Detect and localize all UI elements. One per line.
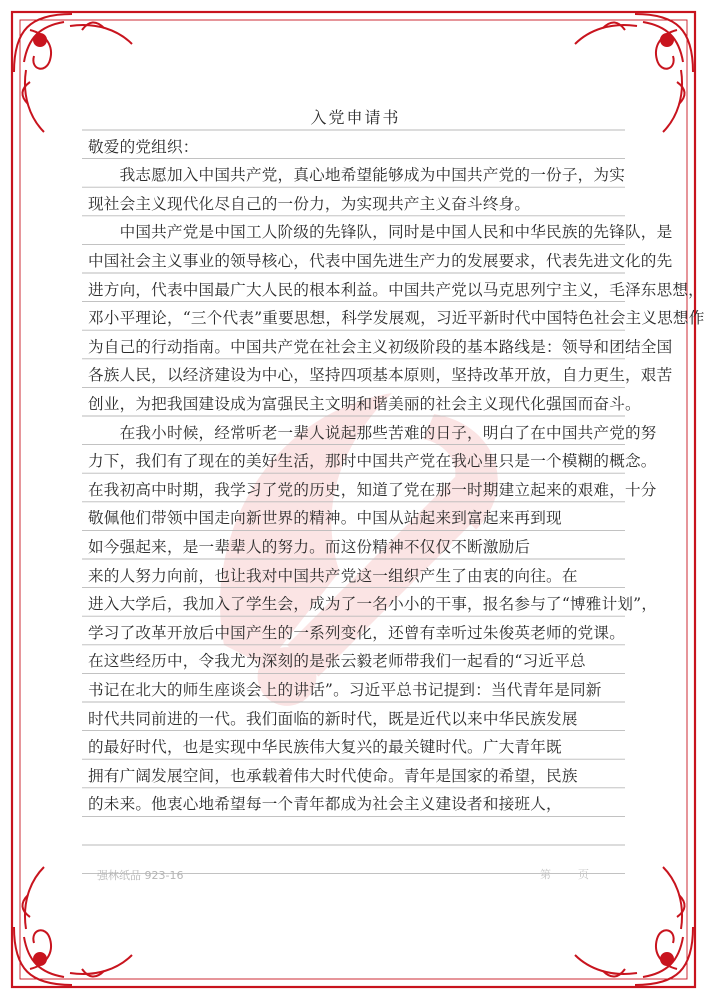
handwritten-line: 时代共同前进的一代。我们面临的新时代，既是近代以来中华民族发展 bbox=[88, 709, 578, 728]
handwritten-line: 我志愿加入中国共产党，真心地希望能够成为中国共产党的一份子，为实 bbox=[88, 166, 625, 185]
handwritten-line: 书记在北大的师生座谈会上的讲话”。习近平总书记提到：当代青年是同新 bbox=[88, 681, 602, 699]
handwritten-line: 力下，我们有了现在的美好生活，那时中国共产党在我心里只是一个模糊的概念。 bbox=[88, 452, 657, 471]
handwritten-line: 进方向，代表中国最广大人民的根本利益。中国共产党以马克思列宁主义，毛泽东思想， bbox=[88, 280, 704, 299]
handwritten-line: 如今强起来，是一辈辈人的努力。而这份精神不仅仅不断激励后 bbox=[88, 538, 531, 556]
handwritten-line: 的未来。他衷心地希望每一个青年都成为社会主义建设者和接班人， bbox=[88, 795, 562, 814]
document-title: 入党申请书 bbox=[310, 108, 401, 127]
handwritten-line: 进入大学后，我加入了学生会，成为了一名小小的干事，报名参与了“博雅计划”， bbox=[88, 595, 658, 614]
handwritten-line: 的最好时代，也是实现中华民族伟大复兴的最关键时代。广大青年既 bbox=[88, 738, 562, 757]
paper-brand-label: 强林纸品 923-16 bbox=[97, 869, 184, 882]
handwritten-line: 为自己的行动指南。中国共产党在社会主义初级阶段的基本路线是：领导和团结全国 bbox=[88, 337, 673, 356]
page-label-right: 页 bbox=[578, 868, 590, 881]
handwritten-line: 邓小平理论，“三个代表”重要思想，科学发展观，习近平新时代中国特色社会主义思想作 bbox=[88, 309, 705, 328]
handwritten-line: 中国社会主义事业的领导核心，代表中国先进生产力的发展要求，代表先进文化的先 bbox=[88, 252, 673, 270]
ruled-paper bbox=[70, 90, 705, 900]
handwritten-line: 敬爱的党组织： bbox=[88, 137, 199, 156]
handwritten-line: 创业，为把我国建设成为富强民主文明和谐美丽的社会主义现代化强国而奋斗。 bbox=[88, 395, 641, 413]
handwritten-line: 在这些经历中，令我尤为深刻的是张云毅老师带我们一起看的“习近平总 bbox=[88, 652, 586, 671]
handwritten-line: 敬佩他们带领中国走向新世界的精神。中国从站起来到富起来再到现 bbox=[88, 509, 562, 528]
handwritten-line: 来的人努力向前，也让我对中国共产党这一组织产生了由衷的向往。在 bbox=[88, 566, 578, 585]
handwritten-line: 在我小时候，经常听老一辈人说起那些苦难的日子，明白了在中国共产党的努 bbox=[88, 423, 657, 442]
handwritten-line: 中国共产党是中国工人阶级的先锋队，同时是中国人民和中华民族的先锋队，是 bbox=[88, 223, 673, 242]
handwritten-line: 学习了改革开放后中国产生的一系列变化，还曾有幸听过朱俊英老师的党课。 bbox=[88, 623, 625, 642]
handwritten-line: 在我初高中时期，我学习了党的历史，知道了党在那一时期建立起来的艰难，十分 bbox=[88, 480, 657, 499]
page-label-left: 第 bbox=[540, 868, 552, 881]
handwritten-line: 各族人民，以经济建设为中心，坚持四项基本原则，坚持改革开放，自力更生，艰苦 bbox=[88, 366, 673, 385]
handwritten-line: 拥有广阔发展空间，也承载着伟大时代使命。青年是国家的希望，民族 bbox=[88, 766, 578, 785]
handwritten-line: 现社会主义现代化尽自己的一份力，为实现共产主义奋斗终身。 bbox=[88, 194, 531, 213]
page-number-label bbox=[540, 866, 590, 882]
